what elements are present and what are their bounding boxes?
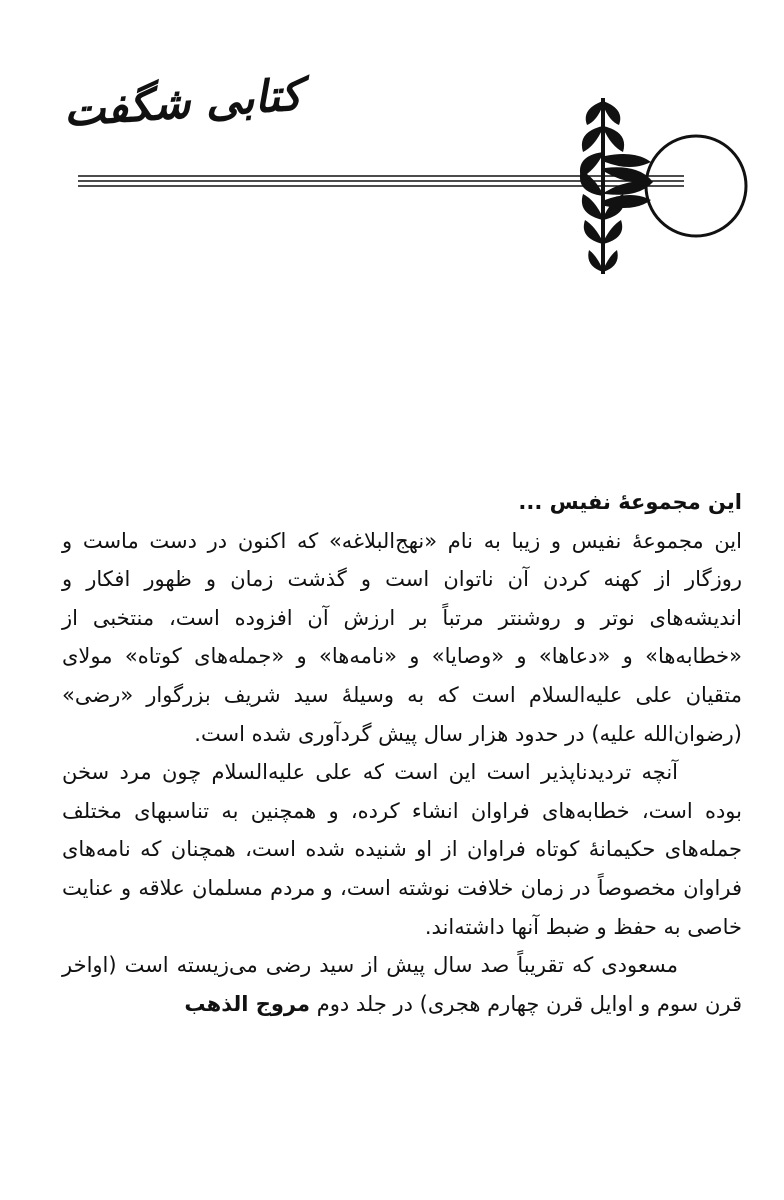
- paragraph-2: آنچه تردیدناپذیر است این است که علی علیه‌السلام چون مرد سخن بوده است، خطابه‌های فراوان انشاء کرده، و همچنین به تناسبهای مختلف جمله‌های حکیمانهٔ کوتاه فراوان از او شنیده شده است، همچنان که نامه‌های فراوان مخصوصاً در زمان خلافت نوشته است، و مردم مسلمان علاقه و عنایت خاصی به حفظ و ضبط آنها داشته‌اند.: [62, 760, 742, 939]
- paragraph-3-text: مسعودی که تقریباً صد سال پیش از سید رضی می‌زیسته است (اواخر قرن سوم و اوایل قرن چهارم هجری) در جلد دوم: [62, 953, 742, 1016]
- chapter-heading: کتابی شگفت: [61, 69, 304, 137]
- article-body: [62, 483, 742, 1023]
- section-heading: این مجموعهٔ نفیس ...: [518, 490, 742, 514]
- paragraph-3: [62, 946, 742, 1023]
- ornament-divider: [74, 86, 754, 286]
- book-title-muruj: مروج الذهب: [184, 991, 310, 1016]
- paragraph-1: این مجموعهٔ نفیس و زیبا به نام «نهج‌البلاغه» که اکنون در دست ماست و روزگار از کهنه کردن آن ناتوان است و گذشت زمان و ظهور افکار و اندیشه‌های نوتر و روشنتر مرتباً بر ارزش آن افزوده است، منتخبی از «خطابه‌ها» و «دعاها» و «وصایا» و «نامه‌ها» و «جمله‌های کوتاه» مولای متقیان علی علیه‌السلام است که به وسیلهٔ سید شریف بزرگوار «رضی» (رضوان‌الله علیه) در حدود هزار سال پیش گردآوری شده است.: [62, 528, 742, 746]
